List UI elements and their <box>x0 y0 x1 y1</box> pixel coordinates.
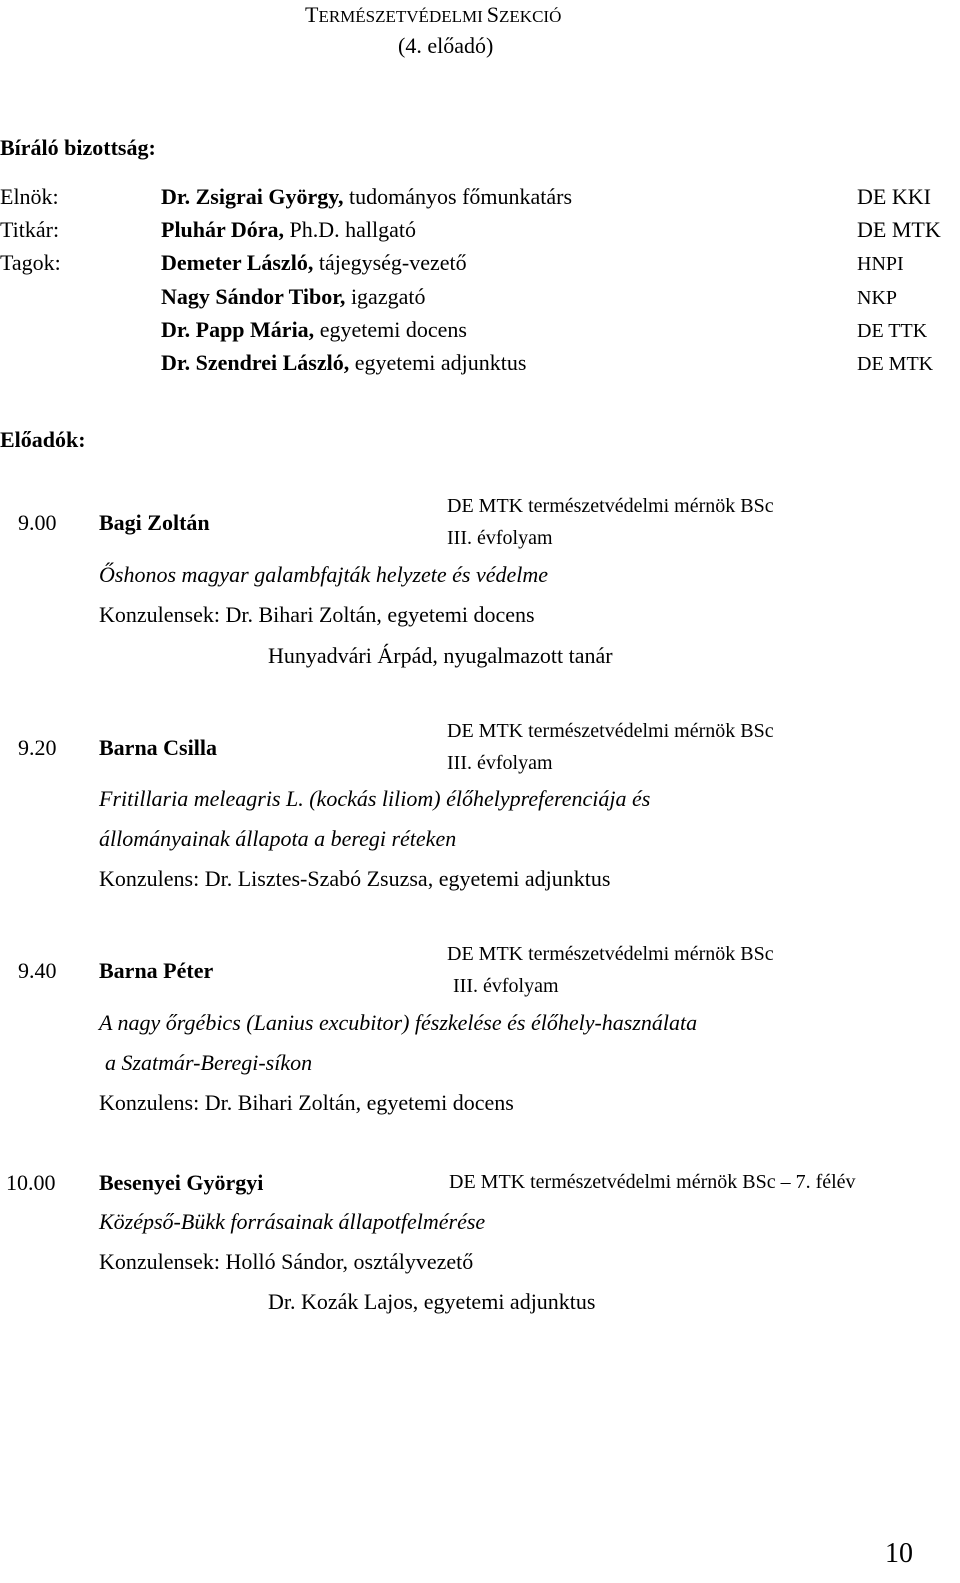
talk-time: 9.20 <box>18 735 57 760</box>
talk-title: Fritillaria meleagris L. (kockás liliom) élőhelypreferenciája és <box>99 786 651 811</box>
presenter-name: Barna Csilla <box>99 735 217 760</box>
presenter-program: DE MTK természetvédelmi mérnök BSc – 7. félév <box>449 1171 856 1193</box>
title-initial-1: T <box>305 2 319 27</box>
presenter-program: DE MTK természetvédelmi mérnök BSc <box>447 495 774 517</box>
talk-time: 9.00 <box>18 510 57 535</box>
committee-member: Nagy Sándor Tibor, igazgató <box>161 284 426 309</box>
title-rest-2: ZEKCIÓ <box>499 7 562 26</box>
committee-role: Tagok: <box>0 250 61 275</box>
talk-title: A nagy őrgébics (Lanius excubitor) fészkelése és élőhely-használata <box>99 1010 698 1035</box>
title-initial-2: S <box>486 2 500 27</box>
committee-org: DE MTK <box>857 217 941 242</box>
talk-title: a Szatmár-Beregi-síkon <box>105 1050 313 1075</box>
committee-member: Demeter László, tájegység-vezető <box>161 250 467 275</box>
title-rest-1: ERMÉSZETVÉDELMI <box>318 7 483 26</box>
committee-org: HNPI <box>857 253 904 275</box>
talk-supervisor: Dr. Kozák Lajos, egyetemi adjunktus <box>268 1289 596 1314</box>
committee-org: NKP <box>857 287 898 309</box>
presenter-name: Barna Péter <box>99 958 214 983</box>
presenter-year: III. évfolyam <box>447 752 553 774</box>
committee-role: Titkár: <box>0 217 60 242</box>
talk-time: 9.40 <box>18 958 57 983</box>
committee-member: Dr. Szendrei László, egyetemi adjunktus <box>161 350 527 375</box>
committee-member: Dr. Zsigrai György, tudományos főmunkatárs <box>161 184 573 209</box>
committee-role: Elnök: <box>0 184 59 209</box>
presenter-program: DE MTK természetvédelmi mérnök BSc <box>447 720 774 742</box>
committee-org: DE KKI <box>857 184 931 209</box>
talk-title: Őshonos magyar galambfajták helyzete és védelme <box>99 562 549 587</box>
talk-supervisor: Hunyadvári Árpád, nyugalmazott tanár <box>268 643 613 668</box>
presenter-year: III. évfolyam <box>453 975 559 997</box>
presenters-heading: Előadók: <box>0 427 86 452</box>
talk-title: Középső-Bükk forrásainak állapotfelmérése <box>99 1209 486 1234</box>
section-title <box>305 2 561 28</box>
presenter-name: Besenyei Györgyi <box>99 1170 264 1195</box>
presenter-program: DE MTK természetvédelmi mérnök BSc <box>447 943 774 965</box>
talk-title: állományainak állapota a beregi réteken <box>99 826 457 851</box>
talk-supervisor: Konzulensek: Holló Sándor, osztályvezető <box>99 1249 474 1274</box>
section-subtitle: (4. előadó) <box>398 33 494 58</box>
presenter-name: Bagi Zoltán <box>99 510 210 535</box>
committee-heading: Bíráló bizottság: <box>0 135 156 160</box>
talk-supervisor: Konzulens: Dr. Lisztes-Szabó Zsuzsa, egyetemi adjunktus <box>99 866 611 891</box>
committee-member: Pluhár Dóra, Ph.D. hallgató <box>161 217 417 242</box>
talk-supervisor: Konzulens: Dr. Bihari Zoltán, egyetemi docens <box>99 1090 514 1115</box>
presenter-year: III. évfolyam <box>447 527 553 549</box>
committee-org: DE MTK <box>857 353 934 375</box>
committee-member: Dr. Papp Mária, egyetemi docens <box>161 317 467 342</box>
page-number: 10 <box>885 1538 913 1569</box>
committee-org: DE TTK <box>857 320 928 342</box>
talk-supervisor: Konzulensek: Dr. Bihari Zoltán, egyetemi docens <box>99 602 535 627</box>
talk-time: 10.00 <box>6 1170 56 1195</box>
